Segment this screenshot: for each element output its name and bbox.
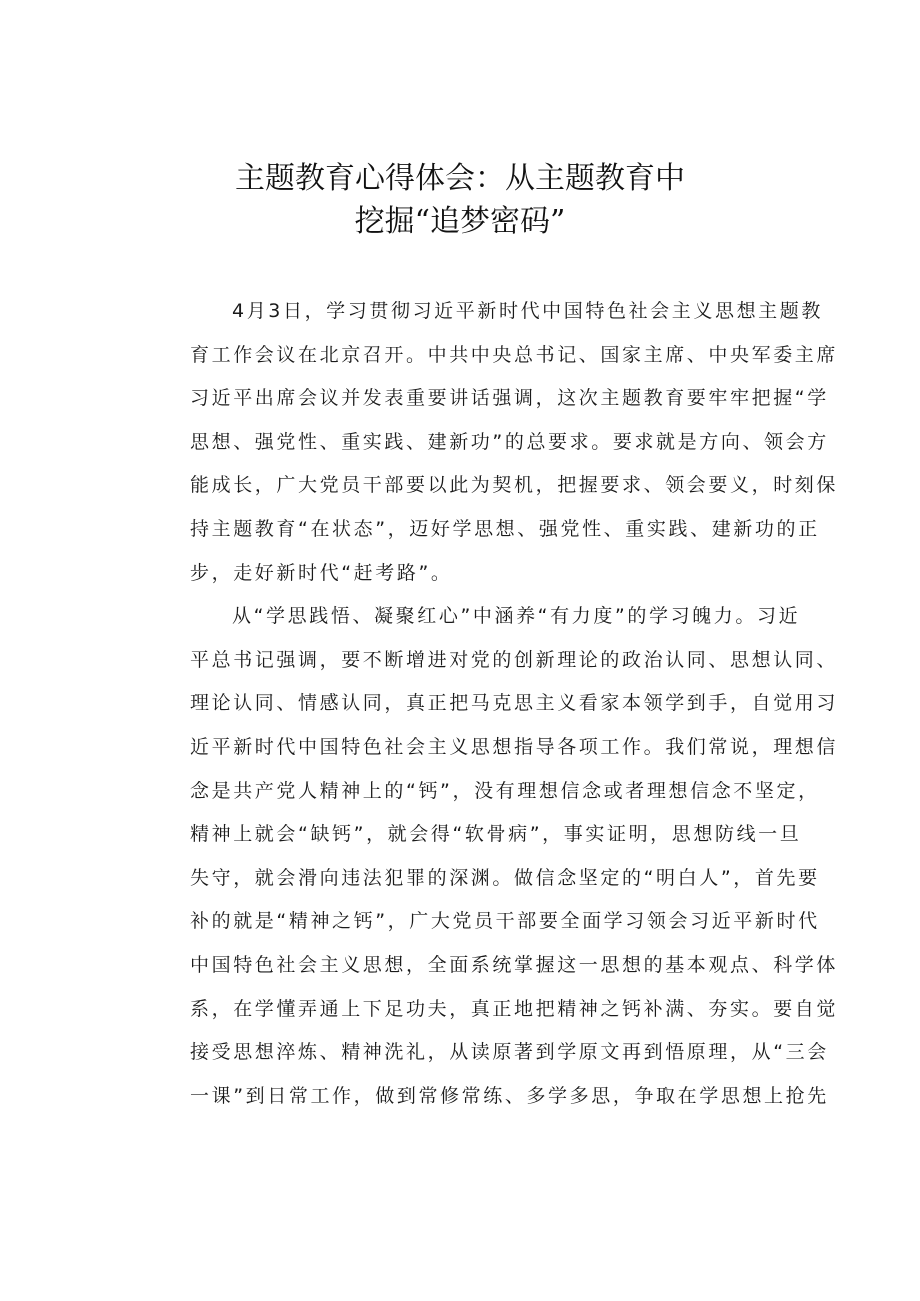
text-line: 思想、强党性、重实践、建新功”的总要求。要求就是方向、领会方: [190, 430, 829, 453]
text-line: 补的就是“精神之钙”，广大党员干部要全面学习领会习近平新时代: [190, 910, 820, 933]
text-line: 系，在学懂弄通上下足功夫，真正地把精神之钙补满、夯实。要自觉: [190, 997, 839, 1020]
text-line: 一课”到日常工作，做到常修常练、多学多思，争取在学思想上抢先: [190, 1084, 829, 1107]
document-title-line-2: 挖掘“追梦密码”: [354, 204, 566, 239]
text-line: 4月3日，学习贯彻习近平新时代中国特色社会主义思想主题教: [232, 300, 823, 322]
text-line: 接受思想淬炼、精神洗礼，从读原著到学原文再到悟原理，从“三会: [190, 1041, 829, 1064]
text-line: 持主题教育“在状态”，迈好学思想、强党性、重实践、建新功的正: [190, 517, 820, 540]
text-line: 理论认同、情感认同，真正把马克思主义看家本领学到手，自觉用习: [190, 692, 839, 715]
text-line: 步，走好新时代“赶考路”。: [190, 561, 453, 584]
text-line: 习近平出席会议并发表重要讲话强调，这次主题教育要牢牢把握“学: [190, 387, 829, 410]
text-line: 念是共产党人精神上的“钙”，没有理想信念或者理想信念不坚定，: [190, 779, 820, 802]
text-line: 育工作会议在北京召开。中共中央总书记、国家主席、中央军委主席: [190, 343, 839, 366]
text-line: 近平新时代中国特色社会主义思想指导各项工作。我们常说，理想信: [190, 735, 839, 758]
text-line: 中国特色社会主义思想，全面系统掌握这一思想的基本观点、科学体: [190, 953, 839, 976]
document-body: [190, 290, 839, 1118]
text-line: 从“学思践悟、凝聚红心”中涵养“有力度”的学习魄力。习近: [232, 605, 801, 628]
paragraph-2: [190, 595, 839, 1118]
text-line: 平总书记强调，要不断增进对党的创新理论的政治认同、思想认同、: [190, 648, 839, 671]
text-line: 精神上就会“缺钙”，就会得“软骨病”，事实证明，思想防线一旦: [190, 823, 802, 846]
paragraph-1: [190, 290, 839, 595]
document-title-line-1: 主题教育心得体会：从主题教育中: [235, 161, 685, 196]
text-line: 能成长，广大党员干部要以此为契机，把握要求、领会要义，时刻保: [190, 474, 839, 497]
text-line: 失守，就会滑向违法犯罪的深渊。做信念坚定的“明白人”，首先要: [190, 866, 820, 889]
